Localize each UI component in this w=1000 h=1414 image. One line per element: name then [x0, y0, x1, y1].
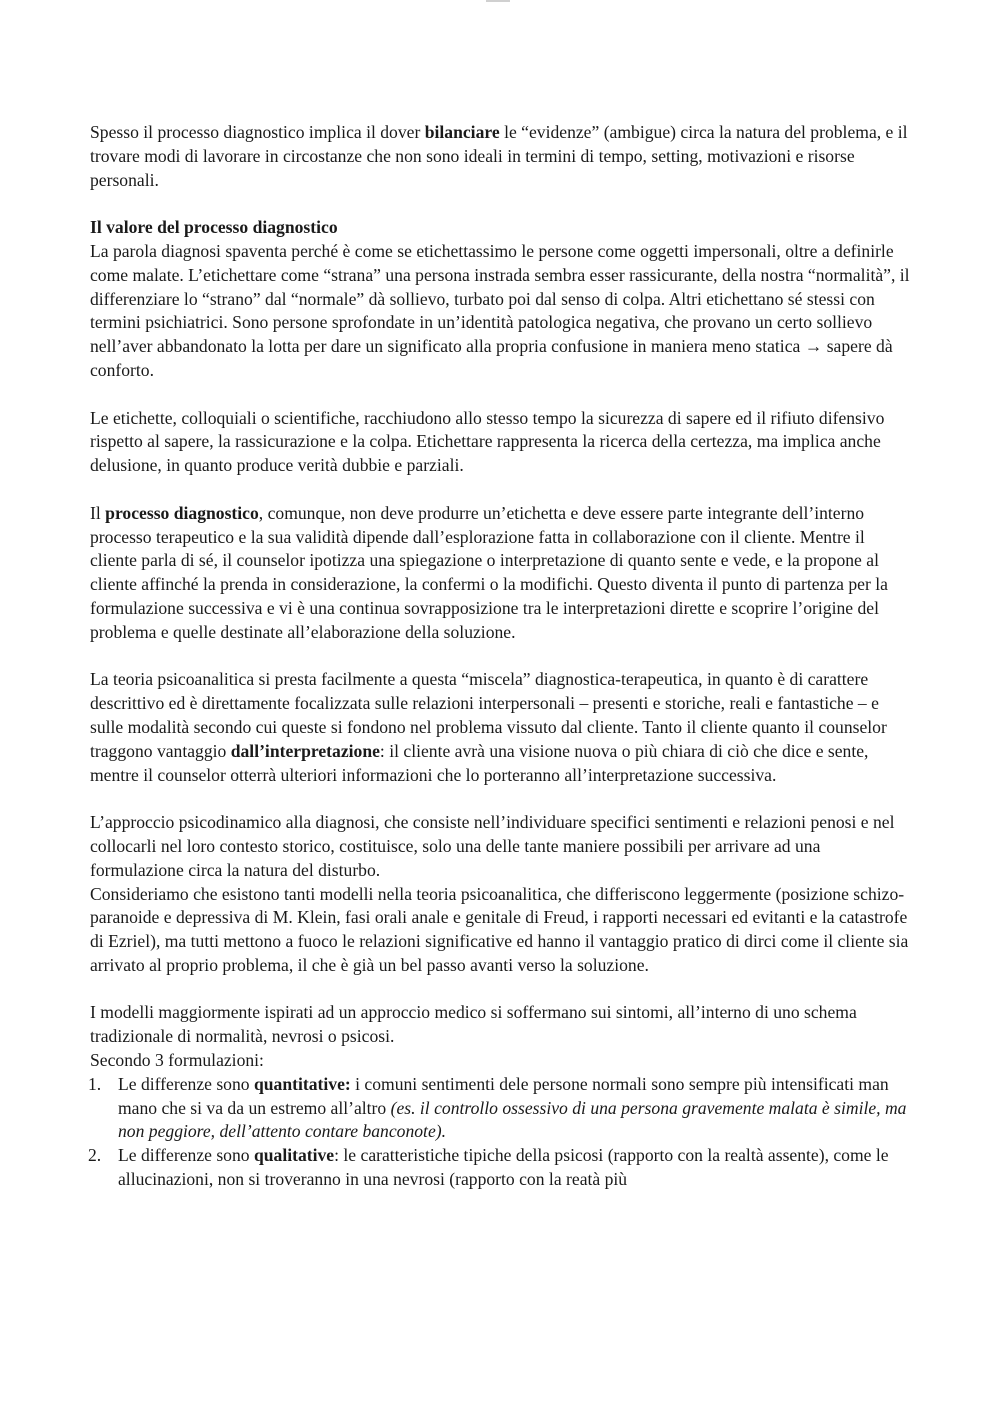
paragraph-processo: [90, 502, 912, 645]
paragraph-bilanciare: [90, 121, 912, 192]
italic-example: (es. il controllo ossessivo di una persona gravemente malata è simile, ma non peggiore, dell’attento contare banconote).: [118, 1097, 907, 1142]
bold-term: processo diagnostico: [105, 502, 259, 523]
header-mark: [486, 0, 510, 2]
bold-term: bilanciare: [424, 122, 500, 142]
paragraph-gap: [90, 645, 912, 669]
text-run: Le differenze sono: [118, 1073, 254, 1094]
text-run: sapere dà conforto.: [90, 336, 893, 380]
bold-term: quantitative:: [253, 1073, 351, 1094]
list-number: 1.: [88, 1073, 102, 1094]
bold-term: dall’interpretazione: [230, 740, 380, 761]
text-run: le “evidenze” (ambigue) circa la natura del problema, e il trovare modi di lavorare in circostanze che non sono ideali in termini di tempo, setting, motivazioni e risorse personali.: [90, 122, 908, 190]
paragraph-diagnosi: [90, 240, 912, 383]
section-heading: Il valore del processo diagnostico: [90, 217, 338, 238]
text-run: i comuni sentimenti dele persone normali sono sempre più intensificati man mano che si va da un estremo all’altro: [118, 1073, 889, 1118]
bold-term: qualitative: [253, 1145, 335, 1166]
text-run: Le differenze sono: [118, 1145, 254, 1166]
paragraph-gap: [90, 192, 912, 216]
numbered-list: [90, 1073, 912, 1192]
paragraph-gap: [90, 787, 912, 811]
list-number: 2.: [88, 1145, 102, 1166]
text-run: , comunque, non deve produrre un’etichetta e deve essere parte integrante dell’interno processo terapeutico e la sua validità dipende dall’esplorazione fatta in collaborazione con il cliente. Mentre il cliente parla di sé, il counselor ipotizza una spiegazione o interpretazione di quanto sente e vede, e la propone al cliente affinché la prenda in considerazione, la confermi o la modifichi. Questo diventa il punto di partenza per la formulazione successiva e vi è una continua sovrapposizione tra le interpretazioni dirette e scoprire l’origine del problema e quelle destinate all’elaborazione della soluzione.: [90, 502, 888, 642]
text-run: La teoria psicoanalitica si presta facilmente a questa “miscela” diagnostica-terapeutica, in quanto è di carattere descrittivo ed è direttamente focalizzata sulle relazioni interpersonali – presenti e storiche, reali e fantastiche – e sulle modalità secondo cui queste si fondono nel problema vissuto dal cliente. Tanto il cliente quanto il counselor traggono vantaggio: [90, 669, 887, 761]
paragraph-modelli: Consideriamo che esistono tanti modelli nella teoria psicoanalitica, che differiscono leggermente (posizione schizo-paranoide e depressiva di M. Klein, fasi orali anale e genitale di Freud, i rapporti necessari ed evitanti e la catastrofe di Ezriel), ma tutti mettono a fuoco le relazioni significative ed hanno il vantaggio pratico di dirci come il cliente sia arrivato al proprio problema, il che è già un bel passo avanti verso la soluzione.: [90, 883, 909, 975]
list-item: [90, 1073, 912, 1144]
paragraph-formulazioni: Secondo 3 formulazioni:: [90, 1050, 264, 1071]
paragraph-teoria: [90, 668, 912, 787]
paragraph-medico: I modelli maggiormente ispirati ad un approccio medico si soffermano sui sintomi, all’interno di uno schema tradizionale di normalità, nevrosi o psicosi.: [90, 1002, 857, 1047]
arrow-right-icon: →: [804, 336, 823, 357]
text-run: La parola diagnosi spaventa perché è come se etichettassimo le persone come oggetti impersonali, oltre a definirle come malate. L’etichettare come “strana” una persona instrada sembra esser rassicurante, della nostra “normalità”, il differenziare lo “strano” dal “normale” dà sollievo, turbato poi dal senso di colpa. Altri etichettano sé stessi con termini psichiatrici. Sono persone sprofondate in un’identità patologica negativa, che provano un certo sollievo nell’aver abbandonato la lotta per dare un significato alla propria confusione in maniera meno statica: [90, 240, 910, 357]
paragraph-gap: [90, 383, 912, 407]
text-run: : il cliente avrà una visione nuova o più chiara di ciò che dice e sente, mentre il counselor otterrà ulteriori informazioni che lo porteranno all’interpretazione successiva.: [90, 740, 869, 785]
text-run: : le caratteristiche tipiche della psicosi (rapporto con la realtà assente), come le allucinazioni, non si troveranno in una nevrosi (rapporto con la reatà più: [118, 1145, 889, 1190]
document-body: [90, 121, 912, 1192]
paragraph-gap: [90, 478, 912, 502]
paragraph-etichette: Le etichette, colloquiali o scientifiche, racchiudono allo stesso tempo la sicurezza di sapere ed il rifiuto difensivo rispetto al sapere, la rassicurazione e la colpa. Etichettare rappresenta la ricerca della certezza, ma implica anche delusione, in quanto produce verità dubbie e parziali.: [90, 407, 885, 476]
list-item: [90, 1144, 912, 1192]
text-run: Spesso il processo diagnostico implica il dover: [90, 122, 425, 142]
paragraph-gap: [90, 978, 912, 1002]
text-run: Il: [90, 502, 106, 523]
paragraph-approccio: L’approccio psicodinamico alla diagnosi, che consiste nell’individuare specifici sentimenti e relazioni penosi e nel collocarli nel loro contesto storico, costituisce, solo una delle tante maniere possibili per arrivare ad una formulazione circa la natura del disturbo.: [90, 812, 895, 880]
